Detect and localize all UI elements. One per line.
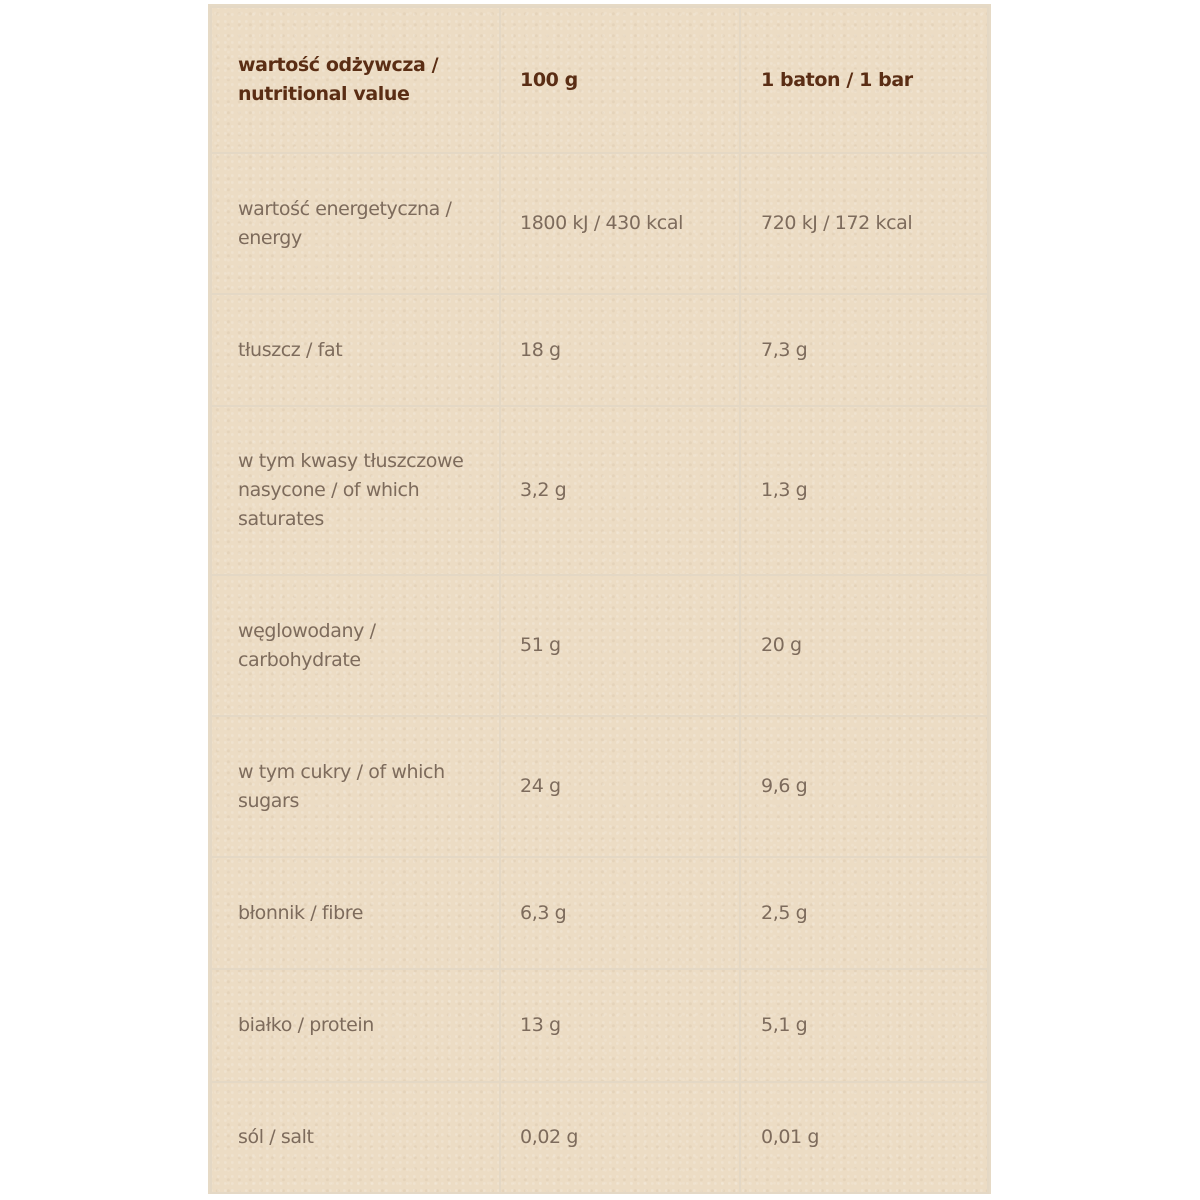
header-nutritional-value: wartość odżywcza / nutritional value — [211, 7, 500, 153]
table-row-fat — [211, 294, 988, 406]
value-per-bar: 5,1 g — [740, 969, 988, 1082]
table-row-protein — [211, 969, 988, 1082]
nutrition-table — [210, 6, 989, 1194]
value-per-bar: 20 g — [740, 575, 988, 716]
nutrient-name: w tym kwasy tłuszczowe nasycone / of which saturates — [211, 406, 500, 575]
table-row-fibre — [211, 857, 988, 969]
value-per-bar: 0,01 g — [740, 1082, 988, 1193]
table-header-row — [211, 7, 988, 153]
value-per-100g: 1800 kJ / 430 kcal — [500, 153, 740, 294]
value-per-bar: 1,3 g — [740, 406, 988, 575]
nutrient-name: węglowodany / carbohydrate — [211, 575, 500, 716]
value-per-100g: 18 g — [500, 294, 740, 406]
nutrient-name: wartość energetyczna / energy — [211, 153, 500, 294]
table-row-salt — [211, 1082, 988, 1193]
nutrient-name: błonnik / fibre — [211, 857, 500, 969]
header-per-100g: 100 g — [500, 7, 740, 153]
value-per-bar: 720 kJ / 172 kcal — [740, 153, 988, 294]
nutrient-name: tłuszcz / fat — [211, 294, 500, 406]
value-per-bar: 7,3 g — [740, 294, 988, 406]
value-per-100g: 51 g — [500, 575, 740, 716]
value-per-bar: 2,5 g — [740, 857, 988, 969]
nutrition-table-container — [208, 4, 991, 1194]
header-per-bar: 1 baton / 1 bar — [740, 7, 988, 153]
value-per-100g: 24 g — [500, 716, 740, 857]
value-per-bar: 9,6 g — [740, 716, 988, 857]
nutrient-name: białko / protein — [211, 969, 500, 1082]
value-per-100g: 3,2 g — [500, 406, 740, 575]
value-per-100g: 0,02 g — [500, 1082, 740, 1193]
table-row-saturates — [211, 406, 988, 575]
table-row-sugars — [211, 716, 988, 857]
nutrient-name: sól / salt — [211, 1082, 500, 1193]
table-row-carbohydrate — [211, 575, 988, 716]
nutrient-name: w tym cukry / of which sugars — [211, 716, 500, 857]
value-per-100g: 6,3 g — [500, 857, 740, 969]
value-per-100g: 13 g — [500, 969, 740, 1082]
table-row-energy — [211, 153, 988, 294]
